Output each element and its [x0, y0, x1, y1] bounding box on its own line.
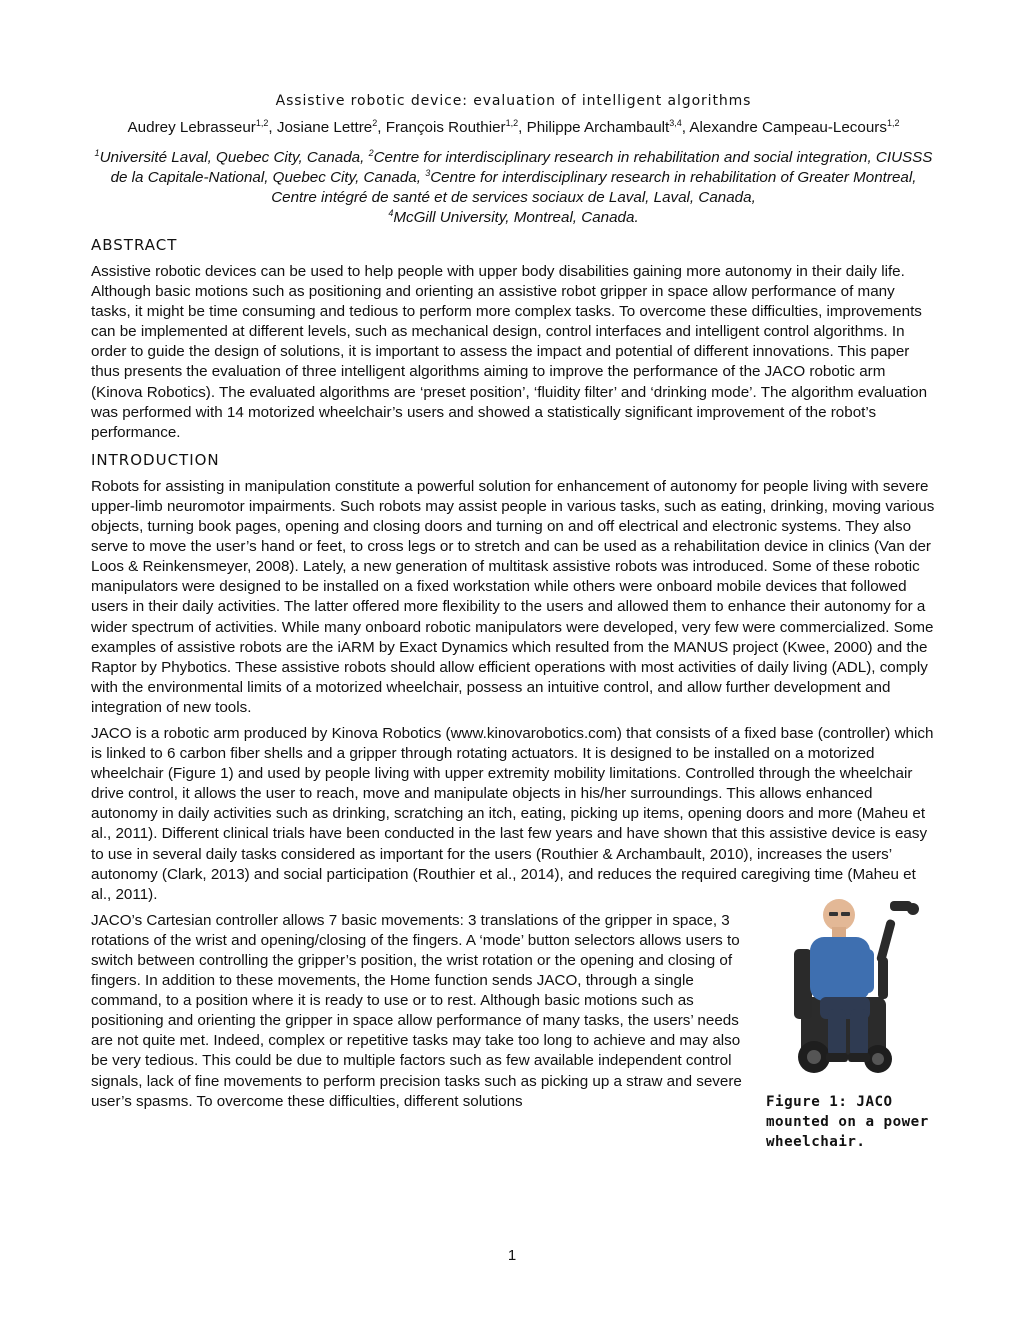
wheelchair-user-image — [766, 879, 921, 1079]
affil-text: McGill University, Montreal, Canada. — [393, 209, 639, 226]
affil-text: Université Laval, Quebec City, Canada, — [99, 149, 369, 166]
affil-sup: 4 — [388, 207, 394, 218]
paper-page — [91, 90, 936, 1152]
author-affil-sup: 2 — [372, 117, 378, 128]
intro-p2-text: JACO is a robotic arm produced by Kinova Robotics (www.kinovarobotics.com) that consists of a fixed base (controller) which is linked to 6 carbon fiber shells and a gripper through rotating actuators. It is designed to be installed on a motorized wheelchair (Figure 1) and used by people living with upper extremity mobility limitations. Controlled through the wheelchair drive control, it allows the user to reach, move and manipulate objects in his/her surroundings. This allows enhanced autonomy in daily activities such as drinking, scratching an itch, eating, picking up items, opening doors and more (Maheu et al., 2011). Different clinical trials have been conducted in the last few years and have shown that this assistive device is easy to use in several daily tasks considered as important for the users (Routhier & Archambault, 2010), increases the users’ autonomy (Clark, 2013) and social participation (Routhier et al., 2014), and reduces the required caregiving time (Maheu et al., 2011). — [91, 724, 934, 903]
figure-caption: Figure 1: JACO mounted on a power wheelchair. — [766, 1093, 929, 1150]
author-affil-sup: 1,2 — [505, 117, 519, 128]
intro-paragraph-3: JACO’s Cartesian controller allows 7 basic movements: 3 translations of the gripper in space, 3 rotations of the wrist and opening/closing of the fingers. A ‘mode’ button selectors allows users to switch between controlling the gripper’s position, the wrist rotation or the opening and closing of fingers. In addition to these movements, the Home function sends JACO, through a single command, to a position where it is ready to use or to rest. Although basic motions such as positioning and orienting the gripper in space allow performance of many tasks, the users’ needs are not quite met. Indeed, complex or repetitive tasks may take too long to achieve and may also be very tedious. This could be due to multiple factors such as few available independent control signals, lack of fine movements to perform precision tasks such as picking up a straw and severe user’s spasms. To overcome these difficulties, different solutions — [91, 911, 742, 1110]
author-name: Audrey Lebrasseur — [127, 119, 256, 136]
affiliations — [91, 148, 936, 228]
author-name: Alexandre Campeau-Lecours — [689, 119, 887, 136]
page-number: 1 — [507, 1247, 517, 1264]
intro-paragraph-2 — [91, 724, 936, 905]
affil-sup: 1 — [94, 147, 100, 158]
author-list: Audrey Lebrasseur$^{1,2}$, Josiane Lettre$^2$, François Routhier$^{1,2}$, Philippe Archambault$^{3,4}$, Alexandre Campeau-Lecours$^{1,2}$ — [127, 117, 900, 136]
author-name: François Routhier — [385, 119, 506, 136]
affil-text: Centre for interdisciplinary research in rehabilitation of Greater Montreal, Centre intégré de santé et de services sociaux de Laval, Laval, Canada, — [271, 169, 917, 206]
author-affil-sup: 3,4 — [669, 117, 682, 128]
figure-1 — [766, 879, 946, 1152]
abstract-heading: ABSTRACT — [91, 236, 178, 254]
affil-text: Centre for interdisciplinary research in rehabilitation and social integration, CIUSSS de la Capitale-National, Quebec City, Canada, — [110, 149, 933, 186]
author-affil-sup: 1,2 — [255, 117, 269, 128]
author-name: Philippe Archambault — [526, 119, 670, 136]
intro-paragraph-1: Robots for assisting in manipulation constitute a powerful solution for enhancement of autonomy for people living with severe upper-limb neuromotor impairments. Such robots may assist people in various tasks, such as eating, drinking, moving various objects, turning book pages, opening and closing doors and turning on and off electrical and electronic systems. They also serve to move the user’s hand or feet, to cross legs or to stretch and can be used as a rehabilitation device in clinics (Van der Loos & Reinkensmeyer, 2008). Lately, a new generation of multitask assistive robots was introduced. Some of these robotic manipulators were designed to be installed on a fixed workstation while others were onboard mobile devices that followed users in their daily activities. The latter offered more flexibility to the users and allowed them to enhance their autonomy for a wider spectrum of activities. While many onboard robotic manipulators were developed, very few were commercialized. Some examples of assistive robots are the iARM by Exact Dynamics which resulted from the MANUS project (Kwee, 2000) and the Raptor by Phybotics. These assistive robots should allow efficient operations with most activities of daily living (ADL), comply with the environmental limits of a motorized wheelchair, possess an intuitive control, and allow further development and integration of new tools. — [91, 477, 935, 716]
author-name: Josiane Lettre — [276, 119, 373, 136]
abstract-text: Assistive robotic devices can be used to help people with upper body disabilities gaining more autonomy in their daily life. Although basic motions such as positioning and orienting an assistive robot gripper in space allow performance of many tasks, it might be time consuming and tedious to perform more complex tasks. To overcome these difficulties, improvements can be implemented at different levels, such as mechanical design, control interfaces and intelligent control algorithms. In order to guide the design of solutions, it is important to assess the impact and potential of different innovations. This paper thus presents the evaluation of three intelligent algorithms aiming to improve the performance of the JACO robotic arm (Kinova Robotics). The evaluated algorithms are ‘preset position’, ‘fluidity filter’ and ‘drinking mode’. The algorithm evaluation was performed with 14 motorized wheelchair’s users and showed a statistically significant improvement of the robot’s performance. — [91, 263, 928, 441]
intro-wrap-block — [91, 724, 936, 905]
paper-title: Assistive robotic device: evaluation of intelligent algorithms — [275, 93, 752, 109]
affil-sup: 2 — [368, 147, 374, 158]
introduction-heading: INTRODUCTION — [91, 450, 220, 469]
author-affil-sup: 1,2 — [886, 117, 900, 128]
affil-sup: 3 — [425, 167, 431, 178]
